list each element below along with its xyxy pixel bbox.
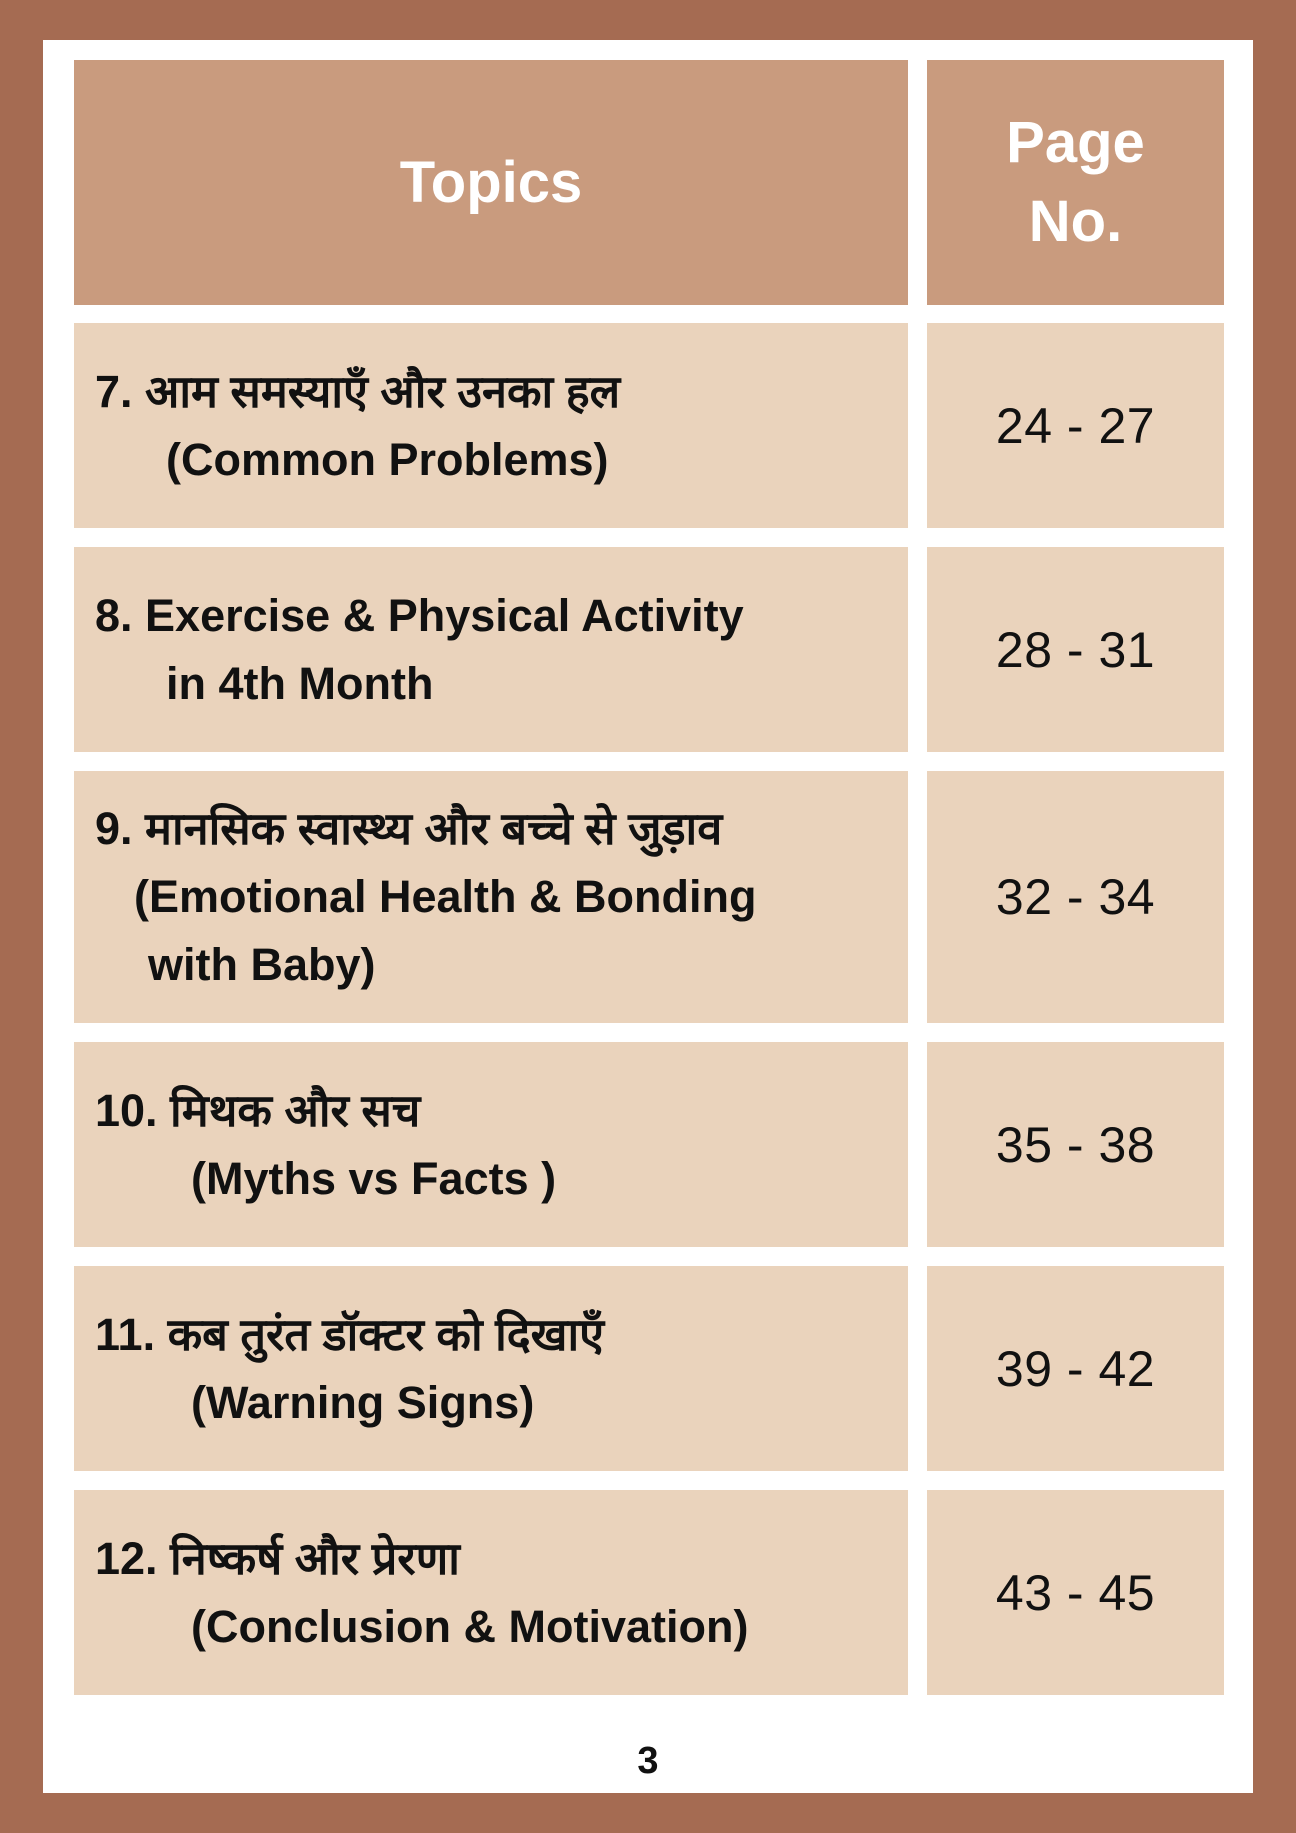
- toc-row-9-subtitle: (Emotional Health & Bonding: [134, 871, 757, 922]
- toc-row-7-subtitle: (Common Problems): [166, 433, 609, 485]
- toc-row-11-title: 11. कब तुरंत डॉक्टर को दिखाएँ: [95, 1308, 605, 1360]
- toc-row-9-page-range: 32 - 34: [995, 869, 1156, 925]
- toc-row-12-page-range: 43 - 45: [995, 1564, 1156, 1621]
- toc-row-8-subtitle: in 4th Month: [166, 657, 434, 709]
- toc-row-8-topic: [74, 547, 908, 752]
- toc-row-10-page-range: 35 - 38: [995, 1116, 1156, 1173]
- toc-row-7-pages: [927, 323, 1224, 528]
- toc-row-8-pages: [927, 547, 1224, 752]
- toc-row-10-topic: [74, 1042, 908, 1247]
- toc-row-7-topic: [74, 323, 908, 528]
- topics-header: [74, 60, 908, 305]
- toc-row-12-subtitle: (Conclusion & Motivation): [191, 1600, 749, 1652]
- toc-row-12-pages: [927, 1490, 1224, 1695]
- toc-row-12-title: 12. निष्कर्ष और प्रेरणा: [95, 1532, 460, 1584]
- toc-row-11-topic: [74, 1266, 908, 1471]
- toc-row-11-pages: [927, 1266, 1224, 1471]
- toc-row-9-pages: [927, 771, 1224, 1023]
- toc-row-12-topic: [74, 1490, 908, 1695]
- toc-row-11-page-range: 39 - 42: [995, 1340, 1156, 1397]
- page-no-header: [927, 60, 1224, 305]
- toc-row-9-topic: [74, 771, 908, 1023]
- toc-row-8-title: 8. Exercise & Physical Activity: [95, 589, 744, 641]
- toc-row-9-subtitle-cont: with Baby): [148, 939, 376, 990]
- toc-row-7-page-range: 24 - 27: [995, 397, 1156, 454]
- toc-row-8-page-range: 28 - 31: [995, 621, 1156, 678]
- toc-row-10-pages: [927, 1042, 1224, 1247]
- toc-row-11-subtitle: (Warning Signs): [191, 1376, 535, 1428]
- page-header-label-line1: Page: [1006, 109, 1145, 175]
- toc-row-7-title: 7. आम समस्याएँ और उनका हल: [95, 365, 621, 417]
- toc-row-9-title: 9. मानसिक स्वास्थ्य और बच्चे से जुड़ाव: [95, 803, 723, 854]
- toc-row-10-subtitle: (Myths vs Facts ): [191, 1152, 557, 1204]
- topics-header-label: Topics: [399, 150, 583, 215]
- page-number: 3: [637, 1740, 659, 1782]
- toc-row-10-title: 10. मिथक और सच: [95, 1084, 421, 1136]
- page-header-label-line2: No.: [1028, 188, 1123, 254]
- page-sheet: [43, 40, 1253, 1793]
